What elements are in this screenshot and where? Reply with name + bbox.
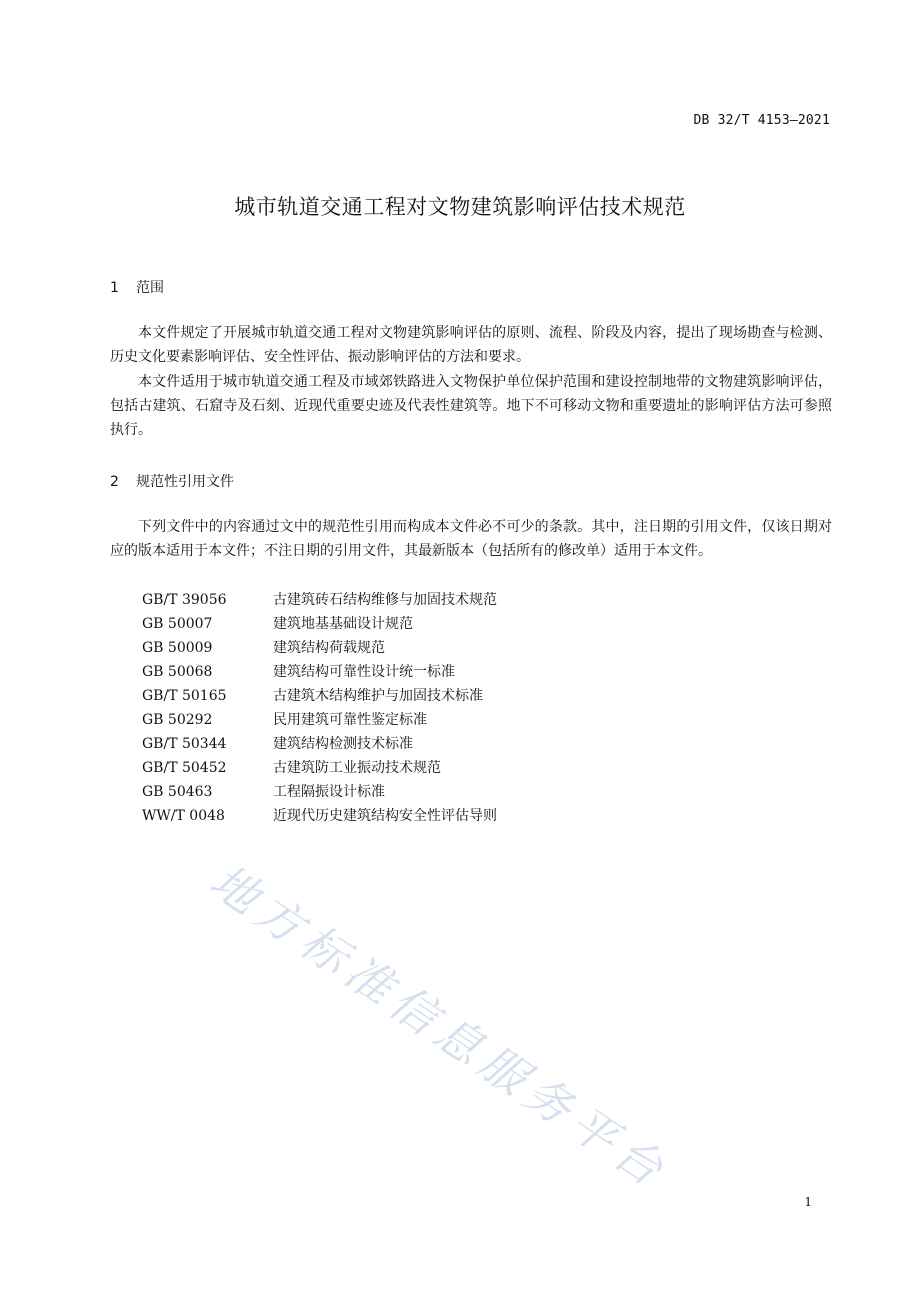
reference-item: [142, 660, 742, 684]
reference-item: [142, 780, 742, 804]
reference-code: GB 50463: [142, 784, 213, 800]
reference-title: 建筑结构检测技术标准: [273, 736, 413, 752]
reference-item: [142, 804, 742, 828]
reference-item: [142, 636, 742, 660]
reference-item: [142, 732, 742, 756]
reference-item: [142, 756, 742, 780]
section-1-paragraph-1: 本文件规定了开展城市轨道交通工程对文物建筑影响评估的原则、流程、阶段及内容，提出了现场勘查与检测、历史文化要素影响评估、安全性评估、振动影响评估的方法和要求。: [110, 325, 832, 365]
reference-item: [142, 588, 742, 612]
reference-title: 建筑结构荷载规范: [273, 640, 385, 656]
reference-title: 建筑地基基础设计规范: [273, 616, 413, 632]
reference-title: 古建筑防工业振动技术规范: [273, 760, 441, 776]
watermark: 地方标准信息服务平台: [200, 853, 679, 1201]
section-1-number: 1: [110, 280, 119, 296]
reference-code: GB 50009: [142, 640, 213, 656]
reference-title: 近现代历史建筑结构安全性评估导则: [273, 808, 497, 824]
reference-code: GB 50007: [142, 616, 213, 632]
reference-title: 古建筑砖石结构维修与加固技术规范: [273, 592, 497, 608]
standard-code: DB 32/T 4153—2021: [693, 113, 830, 128]
reference-item: [142, 684, 742, 708]
reference-item: [142, 612, 742, 636]
section-2-number: 2: [110, 474, 119, 490]
reference-title: 工程隔振设计标准: [273, 784, 385, 800]
reference-code: GB 50068: [142, 664, 213, 680]
reference-item: [142, 708, 742, 732]
reference-code: GB 50292: [142, 712, 213, 728]
reference-title: 民用建筑可靠性鉴定标准: [273, 712, 427, 728]
section-2-title: 规范性引用文件: [136, 474, 234, 490]
reference-code: WW/T 0048: [142, 808, 225, 824]
reference-code: GB/T 50452: [142, 760, 227, 776]
reference-list: [142, 588, 742, 828]
section-2-paragraph-1: 下列文件中的内容通过文中的规范性引用而构成本文件必不可少的条款。其中，注日期的引用文件，仅该日期对应的版本适用于本文件；不注日期的引用文件，其最新版本（包括所有的修改单）适用于本文件。: [110, 519, 832, 559]
reference-code: GB/T 39056: [142, 592, 227, 608]
page-number: 1: [804, 1195, 812, 1209]
section-1-title: 范围: [136, 280, 164, 296]
reference-code: GB/T 50344: [142, 736, 227, 752]
reference-title: 古建筑木结构维护与加固技术标准: [273, 688, 483, 704]
reference-title: 建筑结构可靠性设计统一标准: [273, 664, 455, 680]
section-2-heading: [110, 471, 234, 491]
document-title: 城市轨道交通工程对文物建筑影响评估技术规范: [234, 195, 686, 219]
section-1-paragraph-2: 本文件适用于城市轨道交通工程及市域郊铁路进入文物保护单位保护范围和建设控制地带的文物建筑影响评估，包括古建筑、石窟寺及石刻、近现代重要史迹及代表性建筑等。地下不可移动文物和重要遗址的影响评估方法可参照执行。: [110, 374, 832, 438]
reference-code: GB/T 50165: [142, 688, 227, 704]
section-1-heading: [110, 277, 164, 297]
